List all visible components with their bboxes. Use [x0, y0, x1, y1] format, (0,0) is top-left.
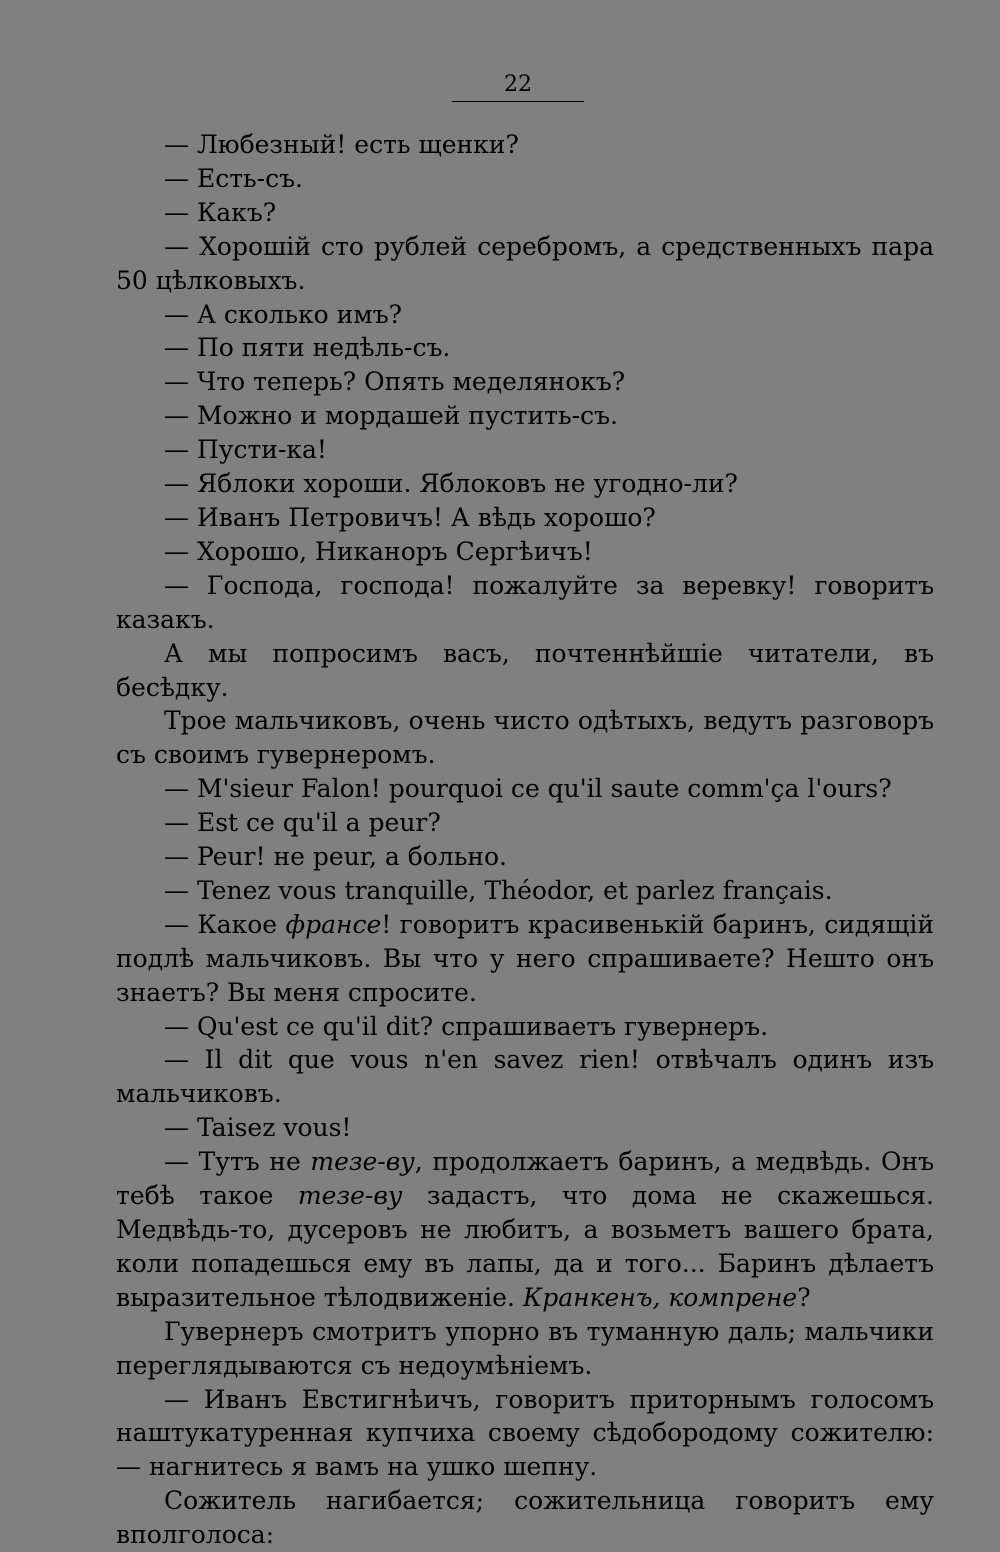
text-run: — Пусти-ка! [164, 435, 327, 465]
text-run: — А сколько имъ? [164, 299, 403, 329]
text-run: — Taisez vous! [164, 1113, 352, 1143]
text-run: — Господа, господа! пожалуйте за веревку! говоритъ казакъ. [116, 570, 934, 634]
paragraph [116, 1315, 934, 1383]
text-run: — Есть-съ. [164, 163, 303, 193]
text-run: — Какъ? [164, 197, 277, 227]
text-run: ? [797, 1282, 811, 1312]
text-run: — Яблоки хороши. Яблоковъ не угодно-ли? [164, 469, 738, 499]
paragraph [116, 331, 934, 365]
page-number: 22 [504, 72, 532, 97]
text-run: — Qu'est ce qu'il dit? спрашиваетъ гувернеръ. [164, 1011, 769, 1041]
paragraph [116, 535, 934, 569]
text-run: — По пяти недѣль-съ. [164, 333, 451, 363]
text-run: — Какое [164, 909, 286, 939]
italic-text: тезе-ву [297, 1181, 403, 1211]
paragraph [116, 128, 934, 162]
text-run: Сожитель нагибается; сожительница говоритъ ему вполголоса: [116, 1486, 934, 1550]
body-text [116, 128, 934, 1552]
text-run: — Можно и мордашей пустить-съ. [164, 401, 618, 431]
paragraph [116, 162, 934, 196]
paragraph [116, 365, 934, 399]
text-run: — Что теперь? Опять меделянокъ? [164, 367, 626, 397]
paragraph [116, 230, 934, 298]
text-run: — Хорошій сто рублей серебромъ, а средственныхъ пара 50 цѣлковыхъ. [116, 231, 934, 295]
paragraph [116, 433, 934, 467]
italic-text: франсе [285, 909, 382, 939]
header-rule [452, 101, 584, 102]
text-run: А мы попросимъ васъ, почтеннѣйшіе читатели, въ бесѣдку. [116, 638, 934, 702]
text-run: — Peur! не peur, а больно. [164, 842, 507, 872]
text-run: — Иванъ Петровичъ! А вѣдь хорошо? [164, 502, 656, 532]
text-run: , продолжаетъ баринъ, а медвѣдь. Онъ тебѣ такое [116, 1147, 935, 1211]
paragraph [116, 840, 934, 874]
paragraph [116, 467, 934, 501]
paragraph [116, 1043, 934, 1111]
paragraph [116, 196, 934, 230]
paragraph [116, 874, 934, 908]
italic-text: тезе-ву [310, 1147, 415, 1177]
paragraph [116, 399, 934, 433]
paragraph [116, 806, 934, 840]
paragraph [116, 908, 934, 1010]
text-run: Трое мальчиковъ, очень чисто одѣтыхъ, ведутъ разговоръ съ своимъ гувернеромъ. [116, 706, 934, 770]
paragraph [116, 1010, 934, 1044]
text-run: — Il dit que vous n'en savez rien! отвѣчалъ одинъ изъ мальчиковъ. [116, 1045, 934, 1109]
paragraph [116, 637, 934, 705]
text-run: Гувернеръ смотритъ упорно въ туманную даль; мальчики переглядываются съ недоумѣніемъ. [116, 1316, 934, 1380]
text-run: — Est ce qu'il a peur? [164, 808, 441, 838]
text-run: — Хорошо, Никаноръ Сергѣичъ! [164, 536, 593, 566]
paragraph [116, 298, 934, 332]
page-number-container [452, 72, 584, 98]
text-run: — M'sieur Falon! pourquoi ce qu'il saute comm'ça l'ours? [164, 774, 892, 804]
paragraph [116, 1383, 934, 1485]
paragraph [116, 704, 934, 772]
text-run: — Tenez vous tranquille, Théodor, et parlez français. [164, 875, 833, 905]
paragraph [116, 501, 934, 535]
paragraph [116, 1111, 934, 1145]
paragraph [116, 1145, 934, 1315]
text-run: задастъ, что дома не скажешься. Медвѣдь-то, дусеровъ не любитъ, а возьметъ вашего брата, коли попадешься ему въ лапы, да и того... Баринъ дѣлаетъ выразительное тѣлодвиженіе. [116, 1181, 934, 1312]
text-run: — Иванъ Евстигнѣичъ, говоритъ приторнымъ голосомъ наштукатуренная купчиха своему сѣдобородому сожителю: — нагнитесь я вамъ на ушко шепну. [116, 1384, 934, 1482]
paragraph [116, 1484, 934, 1552]
text-run: — Тутъ не [164, 1147, 311, 1177]
paragraph [116, 772, 934, 806]
text-run: — Любезный! есть щенки? [164, 130, 519, 159]
paragraph [116, 569, 934, 637]
text-run: ! говоритъ красивенькій баринъ, сидящій подлѣ мальчиковъ. Вы что у него спрашиваете? Нешто онъ знаетъ? Вы меня спросите. [116, 909, 934, 1007]
italic-text: Кранкенъ, компрене [522, 1282, 798, 1312]
